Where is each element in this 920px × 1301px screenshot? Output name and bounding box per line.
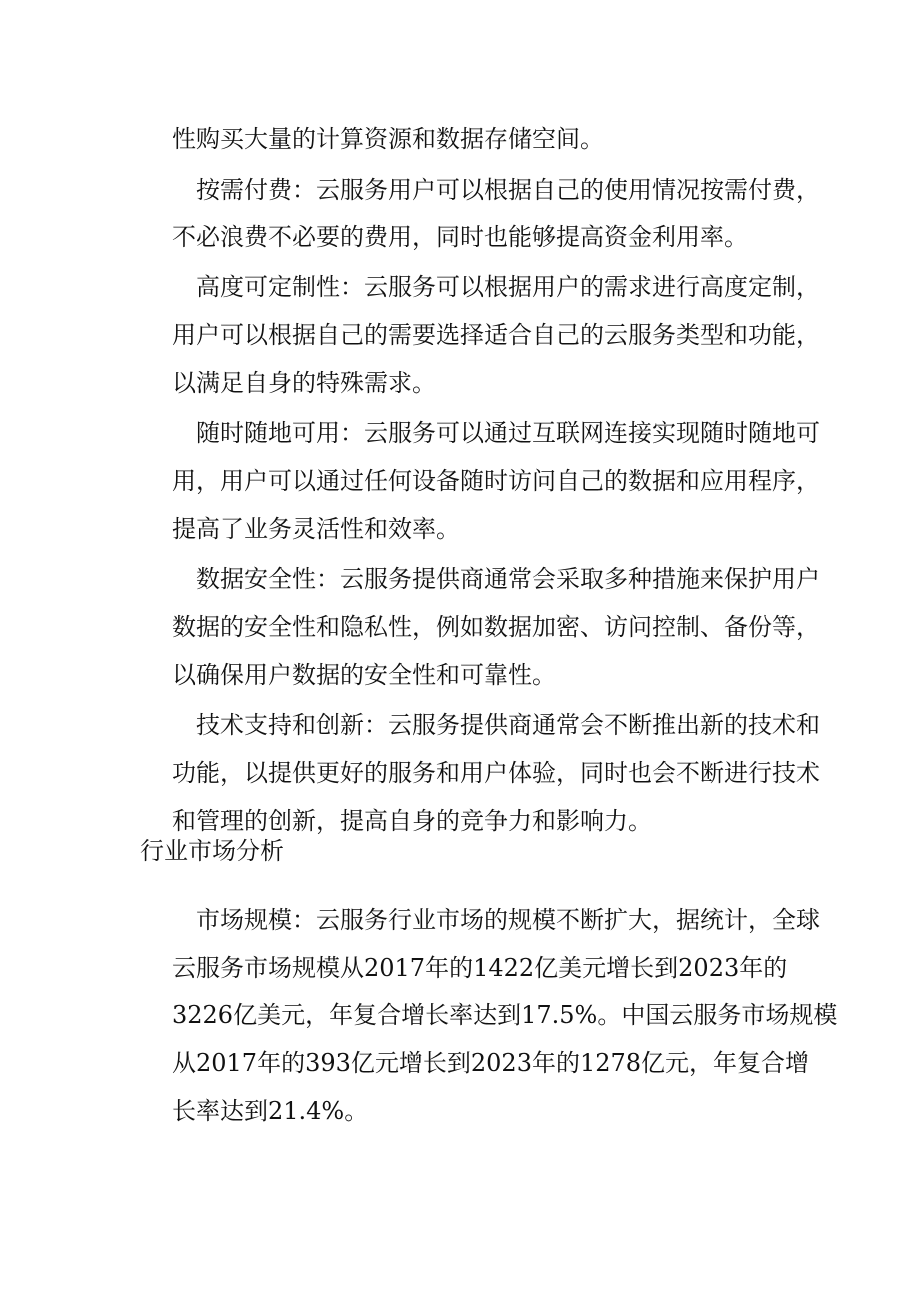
section-heading: 行业市场分析 bbox=[140, 837, 284, 865]
paragraph-line: 以满足自身的特殊需求。 bbox=[172, 369, 436, 397]
paragraph-line: 提高了业务灵活性和效率。 bbox=[172, 515, 460, 543]
paragraph-line: 和管理的创新，提高自身的竞争力和影响力。 bbox=[172, 807, 652, 835]
paragraph-line: 数据安全性：云服务提供商通常会采取多种措施来保护用户 bbox=[196, 565, 820, 593]
paragraph-line: 用户可以根据自己的需要选择适合自己的云服务类型和功能， bbox=[172, 321, 820, 349]
paragraph-line: 长率达到21.4%。 bbox=[172, 1097, 369, 1125]
paragraph-line: 功能，以提供更好的服务和用户体验，同时也会不断进行技术 bbox=[172, 759, 820, 787]
paragraph-line: 3226亿美元，年复合增长率达到17.5%。中国云服务市场规模 bbox=[172, 1001, 838, 1029]
paragraph-line: 以确保用户数据的安全性和可靠性。 bbox=[172, 661, 556, 689]
paragraph-line: 性购买大量的计算资源和数据存储空间。 bbox=[172, 125, 604, 153]
paragraph-line: 从2017年的393亿元增长到2023年的1278亿元，年复合增 bbox=[172, 1049, 810, 1077]
paragraph-line: 数据的安全性和隐私性，例如数据加密、访问控制、备份等， bbox=[172, 613, 820, 641]
paragraph-line: 不必浪费不必要的费用，同时也能够提高资金利用率。 bbox=[172, 223, 748, 251]
paragraph-line: 用，用户可以通过任何设备随时访问自己的数据和应用程序， bbox=[172, 467, 820, 495]
paragraph-line: 随时随地可用：云服务可以通过互联网连接实现随时随地可 bbox=[196, 419, 820, 447]
paragraph-line: 云服务市场规模从2017年的1422亿美元增长到2023年的 bbox=[172, 954, 788, 982]
paragraph-line: 高度可定制性：云服务可以根据用户的需求进行高度定制， bbox=[196, 273, 820, 301]
paragraph-line: 按需付费：云服务用户可以根据自己的使用情况按需付费， bbox=[196, 176, 820, 204]
paragraph-line: 市场规模：云服务行业市场的规模不断扩大，据统计，全球 bbox=[196, 906, 820, 934]
paragraph-line: 技术支持和创新：云服务提供商通常会不断推出新的技术和 bbox=[196, 711, 820, 739]
